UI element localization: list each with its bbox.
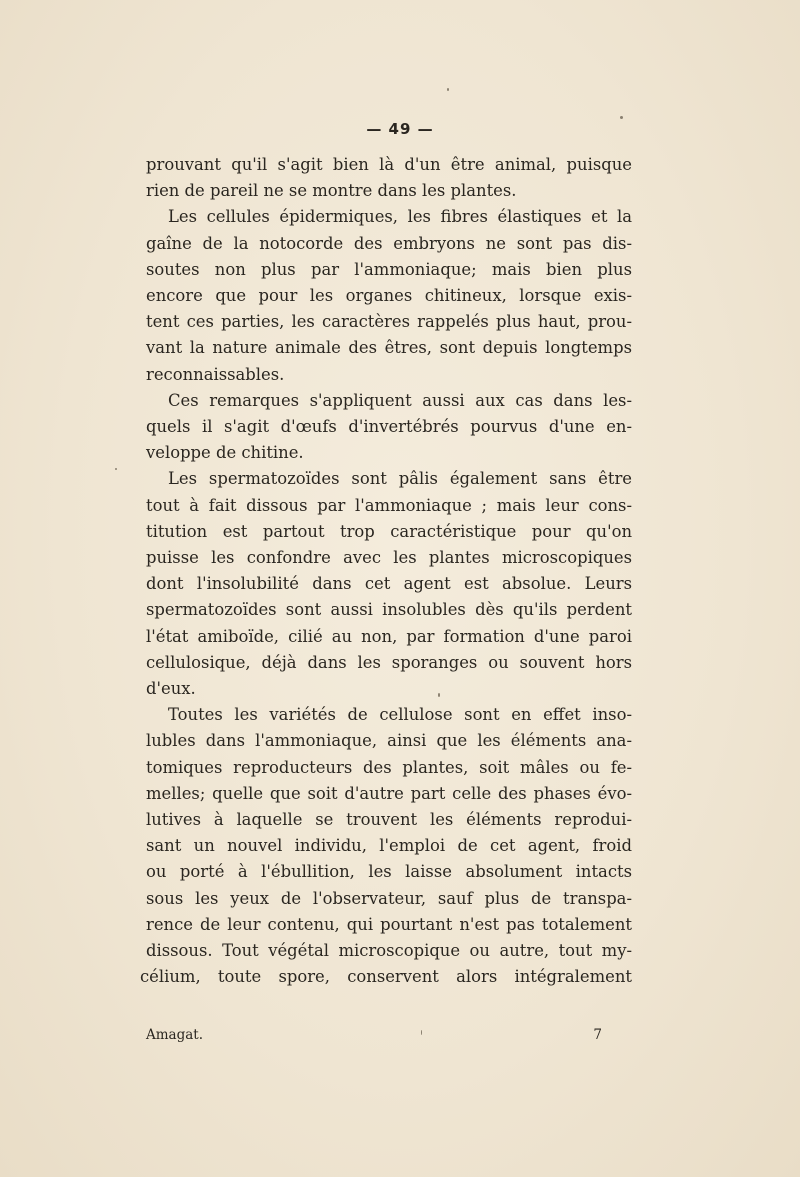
body-text	[140, 152, 632, 991]
text-line: melles; quelle que soit d'autre part celle des phases évo-	[146, 783, 632, 803]
text-line: sant un nouvel individu, l'emploi de cet agent, froid	[146, 836, 632, 856]
text-line: gaîne de la notocorde des embryons ne sont pas dis-	[146, 233, 632, 253]
text-line: tout à fait dissous par l'ammoniaque ; mais leur cons-	[146, 495, 632, 515]
text-line: célium, toute spore, conservent alors intégralement	[140, 967, 632, 987]
text-line: tomiques reproducteurs des plantes, soit mâles ou fe-	[146, 757, 632, 777]
text-line: lutives à laquelle se trouvent les éléments reprodui-	[146, 810, 632, 830]
text-line: Toutes les variétés de cellulose sont en effet inso-	[168, 705, 632, 725]
paper-speck	[115, 468, 117, 470]
text-line: reconnaissables.	[146, 364, 285, 384]
paper-speck	[438, 693, 440, 697]
text-line: lubles dans l'ammoniaque, ainsi que les éléments ana-	[146, 731, 632, 751]
text-line: sous les yeux de l'observateur, sauf plus de transpa-	[146, 888, 632, 908]
text-line: d'eux.	[146, 679, 196, 699]
text-line: l'état amiboïde, cilié au non, par formation d'une paroi	[146, 626, 632, 646]
text-line: vant la nature animale des êtres, sont depuis longtemps	[146, 338, 632, 358]
text-line: spermatozoïdes sont aussi insolubles dès qu'ils perdent	[146, 600, 632, 620]
text-line: puisse les confondre avec les plantes microscopiques	[146, 548, 632, 568]
text-line: tent ces parties, les caractères rappelés plus haut, prou-	[146, 312, 632, 332]
page-number: — 49 —	[366, 120, 434, 138]
text-line: rien de pareil ne se montre dans les plantes.	[146, 181, 517, 201]
text-line: dont l'insolubilité dans cet agent est absolue. Leurs	[146, 574, 632, 594]
paper-speck	[620, 116, 623, 119]
text-line: ou porté à l'ébullition, les laisse absolument intacts	[146, 862, 632, 882]
text-line: Les cellules épidermiques, les fibres élastiques et la	[168, 207, 632, 227]
footer-author: Amagat.	[146, 1027, 204, 1043]
text-line: cellulosique, déjà dans les sporanges ou souvent hors	[146, 652, 632, 672]
paper-speck	[421, 1030, 422, 1035]
text-line: veloppe de chitine.	[146, 443, 304, 463]
text-line: rence de leur contenu, qui pourtant n'est pas totalement	[146, 914, 632, 934]
text-line: titution est partout trop caractéristique pour qu'on	[146, 521, 632, 541]
text-line: quels il s'agit d'œufs d'invertébrés pourvus d'une en-	[146, 417, 632, 437]
text-line: dissous. Tout végétal microscopique ou autre, tout my-	[146, 941, 632, 961]
text-line: encore que pour les organes chitineux, lorsque exis-	[146, 286, 632, 306]
footer-signature-mark: 7	[593, 1027, 602, 1043]
text-line: Ces remarques s'appliquent aussi aux cas dans les-	[168, 390, 632, 410]
text-line: prouvant qu'il s'agit bien là d'un être animal, puisque	[146, 155, 632, 174]
text-line: Les spermatozoïdes sont pâlis également sans être	[168, 469, 632, 489]
text-line: soutes non plus par l'ammoniaque; mais bien plus	[146, 259, 632, 279]
paper-speck	[447, 88, 449, 91]
